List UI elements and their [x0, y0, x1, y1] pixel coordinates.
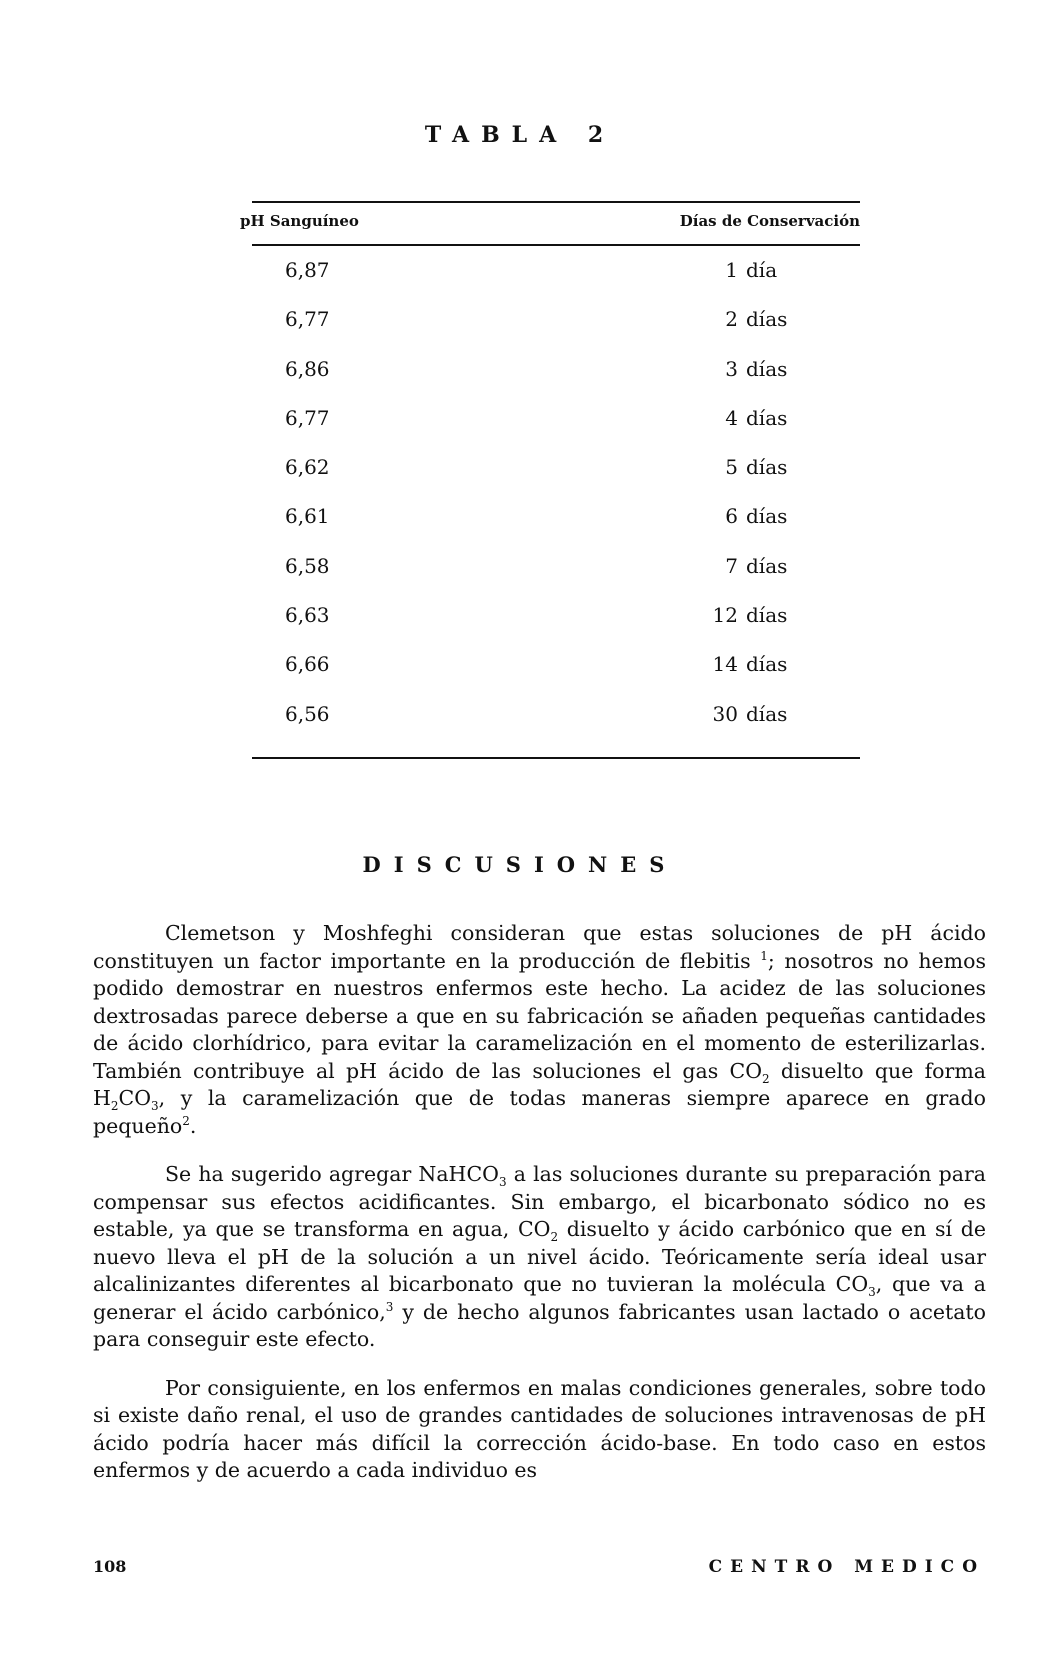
table-row	[0, 404, 1040, 453]
days-value: 4 días	[725, 405, 788, 430]
ph-value: 6,62	[285, 455, 330, 480]
ph-value: 6,56	[285, 701, 330, 726]
ph-value: 6,61	[285, 504, 330, 529]
table-row	[0, 502, 1040, 551]
page-number: 108	[93, 1557, 127, 1576]
table-row	[0, 552, 1040, 601]
ph-value: 6,63	[285, 603, 330, 628]
table-top-rule	[252, 201, 860, 203]
ph-value: 6,87	[285, 258, 330, 282]
table-row	[0, 650, 1040, 699]
ph-value: 6,58	[285, 553, 330, 578]
journal-name: CENTRO MEDICO	[708, 1557, 985, 1577]
header-ph: pH Sanguíneo	[240, 212, 359, 230]
ph-value: 6,77	[285, 405, 330, 430]
table-header-rule	[252, 244, 860, 246]
days-value: 6 días	[725, 504, 788, 529]
paragraph-2: Se ha sugerido agregar NaHCO$_3$ a las soluciones durante su preparación para compensar sus efectos acidificantes. Sin embargo, el bicarbonato sódico no es estable, ya que se transforma en agua, $CO_2$ disuelto y ácido carbónico que en sí de nuevo lleva el pH de la solución a un nivel ácido. Teóricamente sería ideal usar alcalinizantes diferentes al bicarbonato que no tuvieran la molécula $CO_3$, que va a generar el ácido carbónico,$^3$ y de hecho algunos fabricantes usan lactado o acetato para conseguir este efecto.	[93, 1162, 987, 1351]
table-row	[0, 305, 1040, 354]
ph-value: 6,86	[285, 356, 330, 381]
days-value: 12 días	[712, 603, 788, 628]
ph-value: 6,77	[285, 307, 330, 332]
section-title: DISCUSIONES	[362, 852, 678, 877]
days-value: 3 días	[725, 356, 788, 381]
days-value: 2 días	[725, 307, 788, 332]
table-row	[0, 700, 1040, 749]
table-bottom-rule	[252, 757, 860, 759]
days-value: 5 días	[725, 455, 788, 480]
paragraph-3: Por consiguiente, en los enfermos en malas condiciones generales, sobre todo si existe daño renal, el uso de grandes cantidades de soluciones intravenosas de pH ácido podría hacer más difícil la corrección ácido-base. En todo caso en estos enfermos y de acuerdo a cada individuo es	[93, 1375, 986, 1482]
days-value: 7 días	[725, 553, 788, 578]
paragraph-1: Clemetson y Moshfeghi consideran que estas soluciones de pH ácido constituyen un factor importante en la producción de flebitis $^1$; nosotros no hemos podido demostrar en nuestros enfermos este hecho. La acidez de las soluciones dextrosadas parece deberse a que en su fabricación se añaden pequeñas cantidades de ácido clorhídrico, para evitar la caramelización en el momento de esterilizarlas. También contribuye al pH ácido de las soluciones el gas $CO_2$ disuelto que forma $H_2CO_3$, y la caramelización que de todas maneras siempre aparece en grado pequeño$^2$.	[93, 921, 986, 1138]
days-value: 30 días	[712, 701, 788, 726]
days-value: 1 día	[725, 258, 778, 282]
days-value: 14 días	[712, 652, 788, 677]
table-body	[0, 256, 1040, 749]
header-days: Días de Conservación	[679, 212, 860, 230]
table-row	[0, 355, 1040, 404]
table-row	[0, 256, 1040, 305]
table-row	[0, 601, 1040, 650]
table-title: TABLA 2	[424, 122, 616, 148]
table-row	[0, 453, 1040, 502]
ph-value: 6,66	[285, 652, 330, 677]
body-text	[93, 920, 986, 1506]
